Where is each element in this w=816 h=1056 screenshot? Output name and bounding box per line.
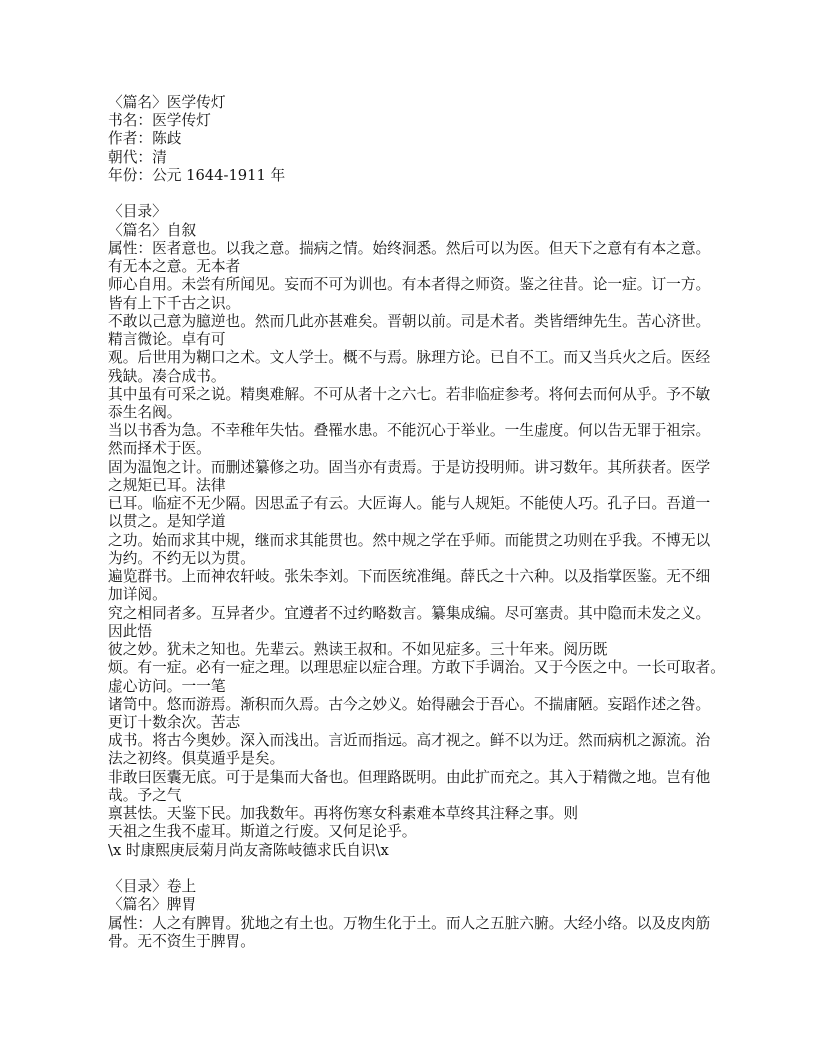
text-line: 书名：医学传灯 xyxy=(108,112,211,130)
text-line: 非敢曰医囊无底。可于是集而大备也。但理路既明。由此扩而充之。其入于精微之地。岂有他 xyxy=(108,768,711,786)
text-line: 〈目录〉 xyxy=(108,203,167,221)
text-line: 有无本之意。无本者 xyxy=(108,258,241,276)
text-line: 遍览群书。上而神农轩岐。张朱李刘。下而医统准绳。薛氏之十六种。以及指掌医鉴。无不细 xyxy=(108,568,711,586)
text-line: 师心自用。未尝有所闻见。妄而不可为训也。有本者得之师资。鉴之往昔。论一症。订一方。 xyxy=(108,276,711,294)
text-line: 虚心访问。一一笔 xyxy=(108,677,226,695)
text-line: 天祖之生我不虚耳。斯道之行废。又何足论乎。 xyxy=(108,823,417,841)
text-line: 诸笥中。悠而游焉。渐积而久焉。古今之妙义。始得融会于吾心。不揣庸陋。妄蹈作述之咎。 xyxy=(108,695,711,713)
document-page xyxy=(108,94,748,951)
blank-line xyxy=(108,185,748,203)
text-line: 然而择术于医。 xyxy=(108,440,211,458)
text-line: 其中虽有可采之说。精奥难解。不可从者十之六七。若非临症参考。将何去而何从乎。予不敏 xyxy=(108,385,711,403)
text-line: 当以书香为急。不幸稚年失怙。叠罹水患。不能沉心于举业。一生虚度。何以告无罪于祖宗。 xyxy=(108,422,711,440)
text-line: 骨。无不资生于脾胃。 xyxy=(108,932,255,950)
text-line: 成书。将古今奥妙。深入而浅出。言近而指远。高才视之。鲜不以为迂。然而病机之源流。治 xyxy=(108,732,711,750)
text-line: 不敢以己意为臆逆也。然而几此亦甚难矣。晋朝以前。司是术者。类皆缙绅先生。苦心济世。 xyxy=(108,312,711,330)
text-line: 究之相同者多。互异者少。宜遵者不过约略数言。纂集成编。尽可塞责。其中隐而未发之义。 xyxy=(108,604,711,622)
text-line: 为约。不约无以为贯。 xyxy=(108,549,255,567)
blank-line xyxy=(108,860,748,878)
text-line: 烦。有一症。必有一症之理。以理思症以症合理。方敢下手调治。又于今医之中。一长可取者。 xyxy=(108,659,725,677)
text-line: 朝代：清 xyxy=(108,148,167,166)
text-line: 属性：医者意也。以我之意。揣病之情。始终洞悉。然后可以为医。但天下之意有有本之意。 xyxy=(108,239,711,257)
text-line: 加详阅。 xyxy=(108,586,167,604)
text-line: 禀甚怯。天鉴下民。加我数年。再将伤寒女科素难本草终其注释之事。则 xyxy=(108,805,579,823)
text-line: 之规矩已耳。法律 xyxy=(108,476,226,494)
text-line: 哉。予之气 xyxy=(108,786,182,804)
text-line: 〈篇名〉自叙 xyxy=(108,221,197,239)
text-line: \x 时康熙庚辰菊月尚友斋陈岐德求氏自识\x xyxy=(108,841,389,859)
text-line: 之功。始而求其中规，继而求其能贯也。然中规之学在乎师。而能贯之功则在乎我。不博无以 xyxy=(108,531,711,549)
text-line: 已耳。临症不无少隔。因思孟子有云。大匠诲人。能与人规矩。不能使人巧。孔子曰。吾道一 xyxy=(108,495,711,513)
text-line: 年份：公元 1644-1911 年 xyxy=(108,166,286,184)
text-line: 属性：人之有脾胃。犹地之有土也。万物生化于土。而人之五脏六腑。大经小络。以及皮肉筋 xyxy=(108,914,711,932)
text-line: 精言微论。卓有可 xyxy=(108,331,226,349)
text-line: 彼之妙。犹未之知也。先辈云。熟读王叔和。不如见症多。三十年来。阅历既 xyxy=(108,641,608,659)
text-line: 〈篇名〉医学传灯 xyxy=(108,94,226,111)
text-line: 〈篇名〉脾胃 xyxy=(108,896,197,914)
text-line: 以贯之。是知学道 xyxy=(108,513,226,531)
text-line: 皆有上下千古之识。 xyxy=(108,294,241,312)
text-line: 忝生名阀。 xyxy=(108,403,182,421)
text-line: 观。后世用为糊口之术。文人学士。概不与焉。脉理方论。已自不工。而又当兵火之后。医经 xyxy=(108,349,711,367)
text-line: 固为温饱之计。而删述纂修之功。固当亦有责焉。于是访投明师。讲习数年。其所获者。医学 xyxy=(108,458,711,476)
text-line: 〈目录〉卷上 xyxy=(108,878,197,896)
text-line: 因此悟 xyxy=(108,622,153,640)
text-line: 作者：陈歧 xyxy=(108,130,182,148)
text-line: 法之初终。俱莫遁乎是矣。 xyxy=(108,750,285,768)
text-line: 残缺。凑合成书。 xyxy=(108,367,226,385)
text-line: 更订十数余次。苦志 xyxy=(108,713,241,731)
